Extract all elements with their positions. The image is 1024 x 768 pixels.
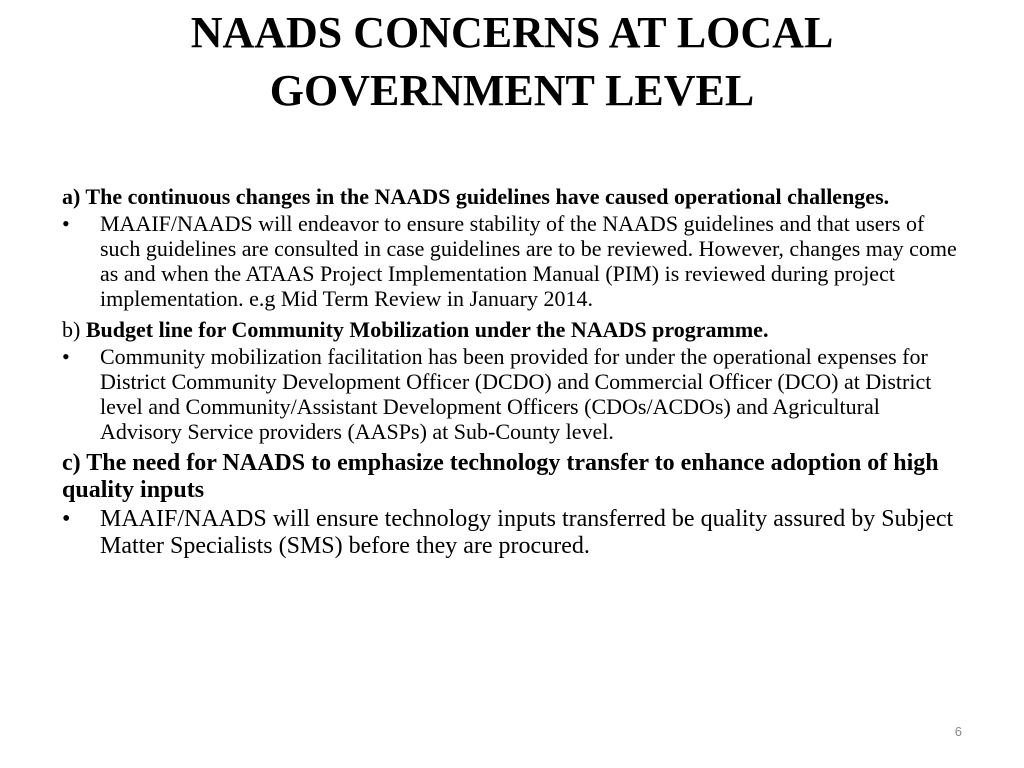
slide-content (62, 184, 962, 566)
slide-title-line-2: GOVERNMENT LEVEL (269, 66, 755, 115)
slide-title (120, 4, 904, 120)
section-a-bullet-text: MAAIF/NAADS will endeavor to ensure stability of the NAADS guidelines and that users of such guidelines are consulted in case guidelines are to be reviewed. However, changes may come as and when the ATAAS Project Implementation Manual (PIM) is reviewed during project implementation. e.g Mid Term Review in January 2014. (100, 211, 957, 311)
page-number: 6 (954, 724, 962, 739)
section-c-heading (62, 450, 962, 504)
section-b-heading-prefix: b) (62, 317, 86, 342)
bullet-dot: • (62, 506, 71, 532)
section-c-heading-text: c) The need for NAADS to emphasize technology transfer to enhance adoption of high quality inputs (62, 450, 939, 503)
section-c-bullet (62, 506, 962, 560)
section-b-heading (62, 317, 962, 342)
section-b-heading-text: Budget line for Community Mobilization under the NAADS programme. (85, 317, 769, 342)
section-a-heading (62, 184, 962, 209)
section-a-bullet (62, 211, 962, 311)
slide-title-line-1: NAADS CONCERNS AT LOCAL (190, 8, 834, 57)
bullet-dot: • (62, 344, 70, 369)
bullet-dot: • (62, 211, 70, 236)
section-c-bullet-text: MAAIF/NAADS will ensure technology inputs transferred be quality assured by Subject Matter Specialists (SMS) before they are procured. (100, 506, 954, 559)
section-b-bullet-text: Community mobilization facilitation has been provided for under the operational expenses for District Community Development Officer (DCDO) and Commercial Officer (DCO) at District level and Community/Assistant Development Officers (CDOs/ACDOs) and Agricultural Advisory Service providers (AASPs) at Sub-County level. (100, 344, 932, 444)
section-b-bullet (62, 344, 962, 444)
section-a-heading-text: a) The continuous changes in the NAADS guidelines have caused operational challenges. (62, 184, 890, 209)
